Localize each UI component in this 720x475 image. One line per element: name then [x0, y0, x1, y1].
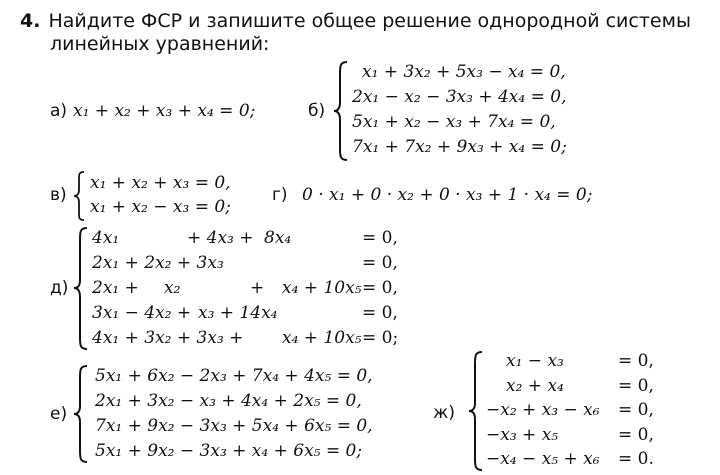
part-d-row-5: 4x₁ + 3x₂ + 3x₃ + x₄ + 10x₅ = 0;	[92, 328, 399, 348]
part-g-equation: 0 · x₁ + 0 · x₂ + 0 · x₃ + 1 · x₄ = 0;	[302, 185, 593, 205]
part-zh-row-5: −x₄ − x₅ + x₆ = 0.	[486, 449, 654, 469]
problem-title-line2: линейных уравнений:	[50, 33, 270, 55]
part-zh-row-4: −x₃ + x₅ = 0,	[486, 424, 654, 445]
part-d-row-4: 3x₁ − 4x₂ + x₃ + 14x₄ = 0,	[92, 303, 398, 323]
problem-title-line1: Найдите ФСР и запишите общее решение однородной системы	[48, 10, 691, 32]
part-d-row-2: 2x₁ + 2x₂ + 3x₃ = 0,	[92, 253, 398, 273]
part-e-brace	[73, 364, 89, 464]
part-g-label: г)	[272, 185, 288, 205]
problem-page: 4. Найдите ФСР и запишите общее решение однородной системы линейных уравнений: а) x₁ + x₂ + x₃ + x₄ = 0; б) x₁ + 3x₂ + 5x₃ − x₄ = 0, 2x₁ − x₂ − 3x₃ + 4x₄ = 0, 5x₁ + x₂ − x₃ + 7x₄ = 0, 7x₁ + 7x₂ + 9x₃ + x₄ = 0; в) x₁ + x₂ + x₃ = 0, x₁ + x₂ − x₃ = 0; г) 0 · x₁ + 0 · x₂ + 0 · x₃ + 1 · x₄ = 0; д) 4x₁ + 4x₃ + 8x₄ = 0, 2x₁ + 2x₂ + 3x₃ = 0, 2x₁ + x₂ + x₄ + 10x₅ = 0, 3x₁ − 4x₂ + x₃ + 14x₄ = 0, 4x₁ + 3x₂ + 3x₃ + x₄ + 10x₅ = 0; е) 5x₁ + 6x₂ − 2x₃ + 7x₄ + 4x₅ = 0, 2x₁ + 3x₂ − x₃ + 4x₄ + 2x₅ = 0, 7x₁ + 9x₂ − 3x₃ + 5x₄ + 6x₅ = 0, 5x₁ + 9x₂ − 3x₃ + x₄ + 6x₅ = 0; ж) x₁ − x₃ = 0, x₂ + x₄ = 0, −x₂ + x₃ − x₆ = 0, −x₃ + x₅ = 0, −x₄ − x₅ + x₆ = 0.	[0, 0, 720, 475]
part-b-brace	[333, 60, 349, 162]
problem-number: 4.	[20, 10, 41, 32]
part-zh-row-1: x₁ − x₃ = 0,	[506, 351, 654, 371]
part-v-label: в)	[50, 185, 67, 205]
part-zh-brace	[468, 350, 484, 472]
part-zh-label: ж)	[433, 403, 455, 423]
part-d-label: д)	[50, 278, 69, 298]
part-a-equation: x₁ + x₂ + x₃ + x₄ = 0;	[73, 101, 256, 121]
part-b-label: б)	[308, 101, 326, 121]
part-d-row-3: 2x₁ + x₂ + x₄ + 10x₅ = 0,	[92, 278, 398, 298]
part-zh-row-3: −x₂ + x₃ − x₆ = 0,	[486, 400, 654, 420]
part-a-label: а)	[50, 101, 68, 121]
part-zh-system	[486, 349, 676, 472]
part-e-label: е)	[50, 404, 68, 424]
part-d-system	[92, 226, 422, 351]
part-zh-row-2: x₂ + x₄ = 0,	[506, 375, 654, 396]
problem-header	[20, 10, 691, 33]
part-d-brace	[73, 226, 89, 351]
part-d-row-1: 4x₁ + 4x₃ + 8x₄ = 0,	[92, 228, 398, 248]
part-v-brace	[73, 171, 85, 221]
